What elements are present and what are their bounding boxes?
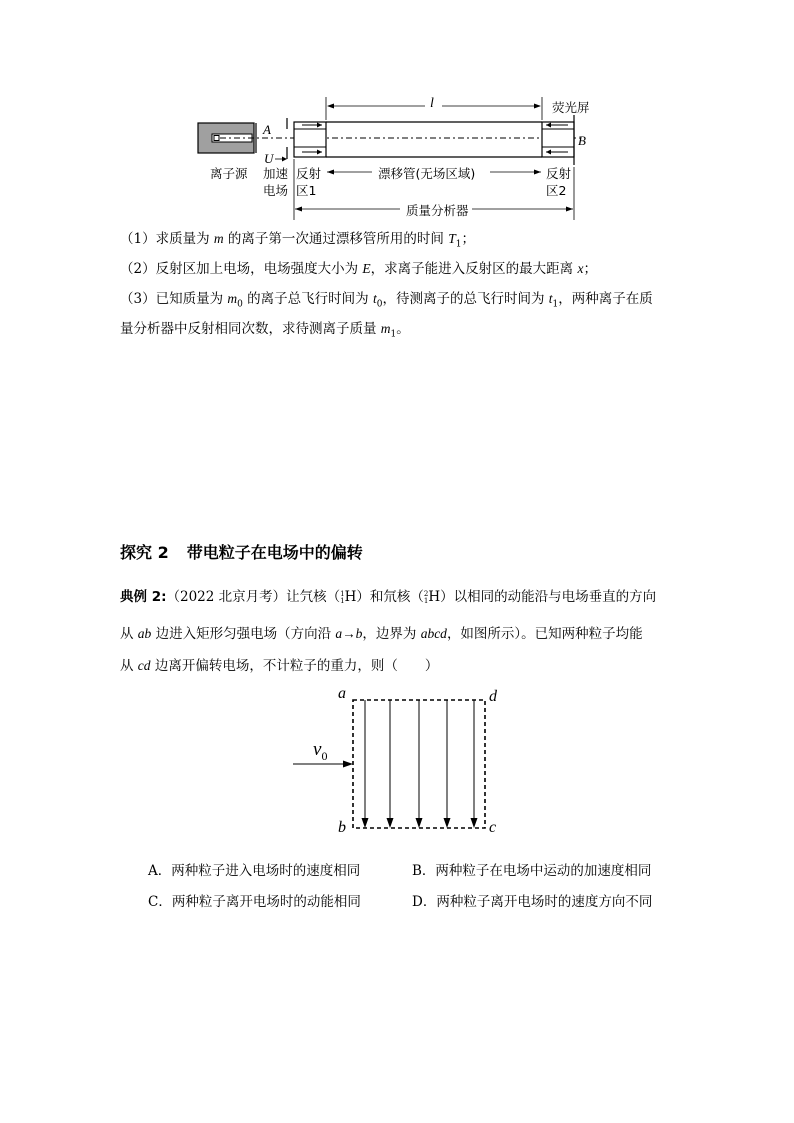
example-line-2: 从 ab 边进入矩形匀强电场（方向沿 a→b，边界为 abcd，如图所示）。已知两种粒子均能 bbox=[120, 626, 643, 642]
option-c[interactable]: C．两种粒子离开电场时的动能相同 bbox=[148, 894, 361, 910]
corner-d: d bbox=[489, 688, 497, 705]
reflector1-label-2: 区1 bbox=[296, 183, 317, 198]
option-a[interactable]: A．两种粒子进入电场时的速度相同 bbox=[148, 863, 361, 879]
deuterium-nuclide: 2 1 bbox=[423, 589, 429, 605]
reflector2-label-2: 区2 bbox=[546, 183, 567, 198]
field-drawing bbox=[285, 685, 515, 845]
reflector1-label-1: 反射 bbox=[296, 166, 322, 181]
protium-nuclide: 1 1 bbox=[340, 589, 345, 605]
corner-a: a bbox=[338, 685, 346, 702]
section-heading bbox=[120, 540, 363, 563]
analyzer-label: 质量分析器 bbox=[406, 203, 469, 218]
ion-source-label: 离子源 bbox=[210, 166, 248, 181]
option-b[interactable]: B．两种粒子在电场中运动的加速度相同 bbox=[412, 863, 652, 879]
option-d[interactable]: D．两种粒子离开电场时的速度方向不同 bbox=[412, 894, 653, 910]
label-a: A bbox=[263, 122, 271, 137]
velocity-label: $v_0$ bbox=[313, 739, 328, 763]
example-label: 典例 2: bbox=[120, 589, 167, 605]
question-1: （1）求质量为 m 的离子第一次通过漂移管所用的时间 $T_1$； bbox=[120, 231, 475, 250]
corner-b: b bbox=[338, 819, 346, 836]
question-2: （2）反射区加上电场，电场强度大小为 E，求离子能进入反射区的最大距离 x； bbox=[120, 261, 597, 277]
accel-field-label-1: 加速 bbox=[263, 166, 289, 181]
question-3-line-1: （3）已知质量为 $m_0$ 的离子总飞行时间为 $t_0$，待测离子的总飞行时间为 $t_1$，两种离子在质 bbox=[120, 291, 653, 310]
label-u: U bbox=[264, 151, 274, 166]
section-title: 带电粒子在电场中的偏转 bbox=[186, 543, 363, 562]
mass-spectrometer-drawing bbox=[190, 95, 610, 225]
drift-tube-label: 漂移管(无场区域) bbox=[378, 166, 476, 181]
mass-spectrometer-diagram bbox=[190, 95, 610, 225]
reflector2-label-1: 反射 bbox=[546, 166, 572, 181]
corner-c: c bbox=[489, 819, 497, 836]
question-3-line-2: 量分析器中反射相同次数，求待测离子质量 $m_1$。 bbox=[120, 321, 410, 340]
field-diagram bbox=[285, 685, 515, 845]
label-l: l bbox=[430, 96, 434, 111]
example-line-1: 典例 2:（2022 北京月考）让氕核（1 1H）和氘核（2 1H）以相同的动能沿与电场垂直的方向 bbox=[120, 589, 657, 605]
example-line-3: 从 cd 边离开偏转电场，不计粒子的重力，则（ ） bbox=[120, 658, 439, 674]
screen-label: 荧光屏 bbox=[552, 100, 590, 115]
section-number: 探究 2 bbox=[120, 543, 169, 562]
accel-field-label-2: 电场 bbox=[263, 183, 289, 198]
label-b: B bbox=[578, 133, 586, 148]
